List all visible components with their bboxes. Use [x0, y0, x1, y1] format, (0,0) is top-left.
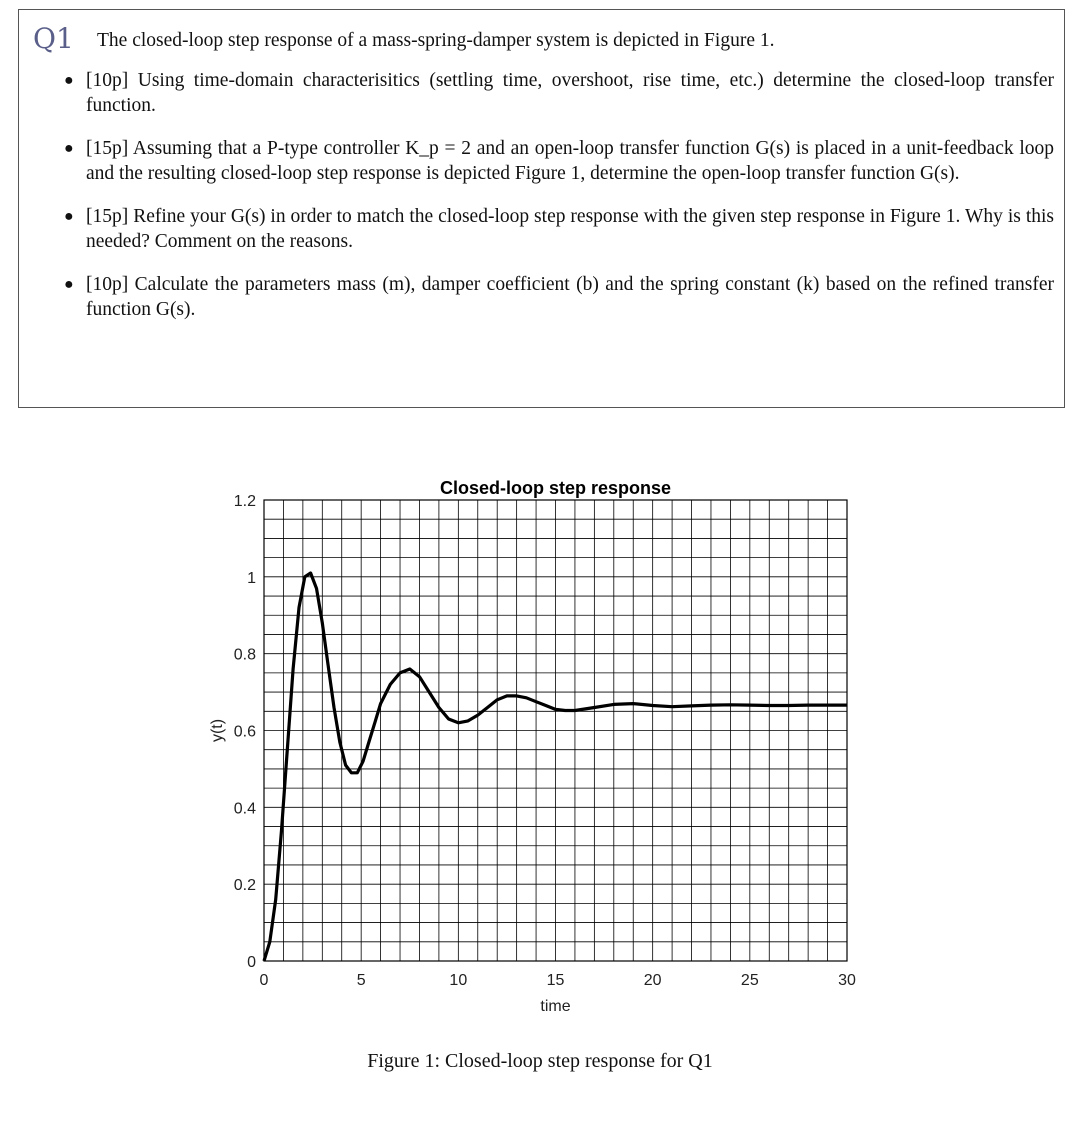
- item-points: [10p]: [86, 70, 129, 91]
- bullet-icon: ●: [64, 72, 74, 89]
- chart-grid: [264, 500, 847, 961]
- y-tick-label: 0.6: [233, 723, 256, 741]
- chart-title: Closed-loop step response: [439, 478, 672, 498]
- item-text: Using time-domain characterisitics (settling time, overshoot, rise time, etc.) determine the closed-loop transfer function.: [86, 70, 1054, 116]
- bullet-icon: ●: [64, 208, 74, 225]
- y-tick-labels: [234, 493, 256, 971]
- x-tick-label: 25: [740, 972, 759, 989]
- item-points: [10p]: [86, 274, 129, 295]
- y-tick-label: 0.2: [233, 877, 256, 895]
- question-intro: The closed-loop step response of a mass-spring-damper system is depicted in Figure 1.: [97, 30, 775, 51]
- y-tick-label: 1.2: [233, 493, 256, 510]
- x-tick-label: 30: [838, 972, 856, 989]
- y-tick-label: 0.4: [233, 800, 256, 818]
- item-points: [15p]: [86, 138, 129, 159]
- x-tick-label: 10: [449, 972, 468, 989]
- question-label: Q1: [33, 22, 74, 55]
- x-axis-label: time: [540, 998, 571, 1015]
- item-points: [15p]: [86, 206, 129, 227]
- y-tick-label: 0.8: [233, 646, 256, 664]
- y-axis-label: y(t): [209, 718, 226, 743]
- x-tick-label: 20: [643, 972, 662, 989]
- x-tick-label: 5: [356, 972, 366, 989]
- x-tick-label: 15: [546, 972, 565, 989]
- item-text: Assuming that a P-type controller K_p = 2 and an open-loop transfer function G(s) is placed in a unit-feedback loop and the resulting closed-loop step response is depicted Figure 1, determine the open-loop transfer function G(s).: [86, 138, 1054, 184]
- figure-caption: Figure 1: Closed-loop step response for Q1: [367, 1050, 713, 1072]
- y-tick-label: 0: [247, 954, 256, 971]
- x-tick-labels: [260, 972, 856, 989]
- x-tick-label: 0: [259, 972, 269, 989]
- bullet-icon: ●: [64, 276, 74, 293]
- item-text: Refine your G(s) in order to match the closed-loop step response with the given step response in Figure 1. Why is this needed? Comment on the reasons.: [86, 206, 1054, 252]
- item-text: Calculate the parameters mass (m), damper coefficient (b) and the spring constant (k) based on the refined transfer function G(s).: [86, 274, 1054, 320]
- y-tick-label: 1: [247, 569, 256, 587]
- bullet-icon: ●: [64, 140, 74, 157]
